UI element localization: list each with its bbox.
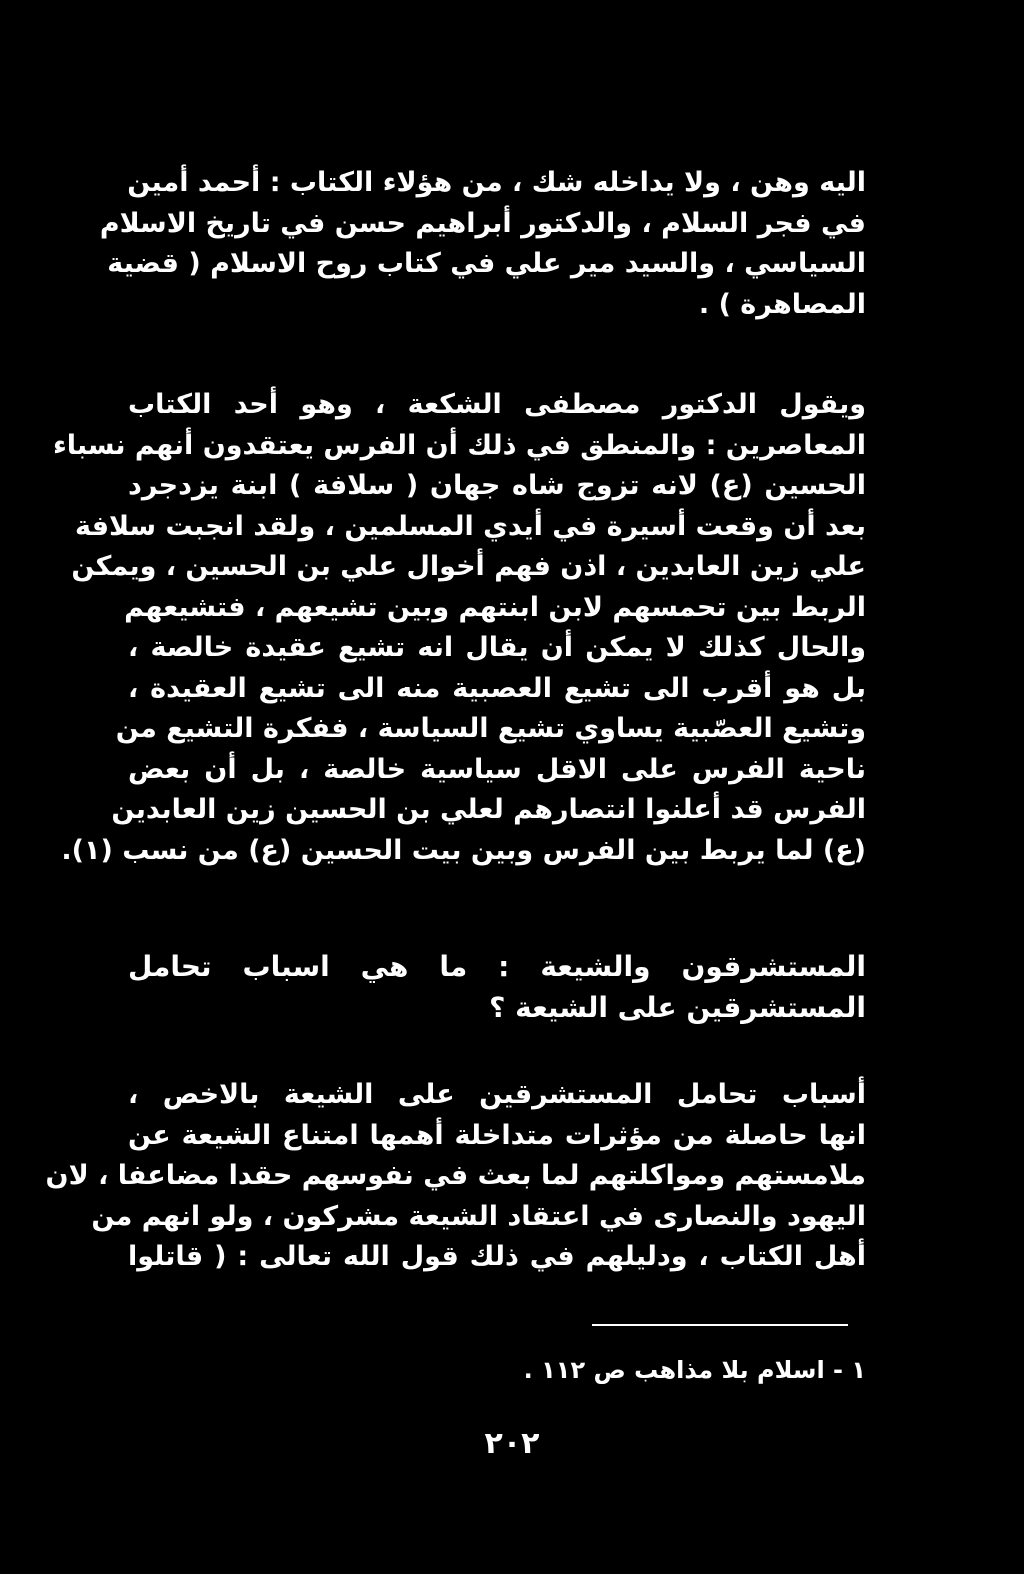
page-number: ٢٠٢ [484,1426,540,1461]
paragraph-line: بعد أن وقعت أسيرة في أيدي المسلمين ، ولقد انجبت سلافة [74,510,866,542]
paragraph-line: علي زين العابدين ، اذن فهم أخوال علي بن الحسين ، ويمكن [71,551,866,582]
paragraph-line: والحال كذلك لا يمكن أن يقال انه تشيع عقيدة خالصة ، [128,632,866,663]
paragraph-2 [52,385,866,871]
paragraph-line: أسباب تحامل المستشرقين على الشيعة بالاخص ، [128,1079,866,1110]
paragraph-line: ويقول الدكتور مصطفى الشكعة ، وهو أحد الكتاب [128,389,866,420]
paragraph-line: الربط بين تحمسهم لابن ابنتهم وبين تشيعهم ، فتشيعهم [124,591,866,623]
paragraph-line: أهل الكتاب ، ودليلهم في ذلك قول الله تعالى : ( قاتلوا [128,1241,866,1272]
heading-line: المستشرقين على الشيعة ؟ [489,990,866,1024]
heading-line: المستشرقون والشيعة : ما هي اسباب تحامل [128,950,866,983]
paragraph-line: بل هو أقرب الى تشيع العصبية منه الى تشيع العقيدة ، [128,672,866,704]
paragraph-line: السياسي ، والسيد مير علي في كتاب روح الاسلام ( قضية [107,248,866,279]
paragraph-line: المصاهرة ) . [698,288,866,320]
paragraph-line: ملامستهم ومواكلتهم لما بعث في نفوسهم حقدا مضاعفا ، لان [45,1160,866,1191]
paragraph-line: ناحية الفرس على الاقل سياسية خالصة ، بل أن بعض [128,753,866,785]
paragraph-line: الحسين (ع) لانه تزوج شاه جهان ( سلافة ) ابنة يزدجرد [128,470,866,501]
paragraph-line: انها حاصلة من مؤثرات متداخلة أهمها امتناع الشيعة عن [128,1119,866,1151]
paragraph-1 [99,163,866,325]
paragraph-line: المعاصرين : والمنطق في ذلك أن الفرس يعتقدون أنهم نسباء [52,429,866,461]
footnote: ١ - اسلام بلا مذاهب ص ١١٢ . [523,1356,866,1384]
paragraph-line: الفرس قد أعلنوا انتصارهم لعلي بن الحسين زين العابدين [111,794,866,825]
paragraph-line: وتشيع العصّبية يساوي تشيع السياسة ، ففكرة التشيع من [115,713,866,744]
paragraph-line: اليهود والنصارى في اعتقاد الشيعة مشركون ، ولو انهم من [91,1200,866,1232]
paragraph-line: (ع) لما يربط بين الفرس وبين بيت الحسين (ع) من نسب (١). [61,834,866,866]
paragraph-3 [45,1075,866,1278]
paragraph-line: اليه وهن ، ولا يداخله شك ، من هؤلاء الكتاب : أحمد أمين [127,167,866,198]
paragraph-line: في فجر السلام ، والدكتور أبراهيم حسن في تاريخ الاسلام [99,207,866,239]
footnote-divider [592,1324,848,1326]
section-heading [128,947,866,1028]
